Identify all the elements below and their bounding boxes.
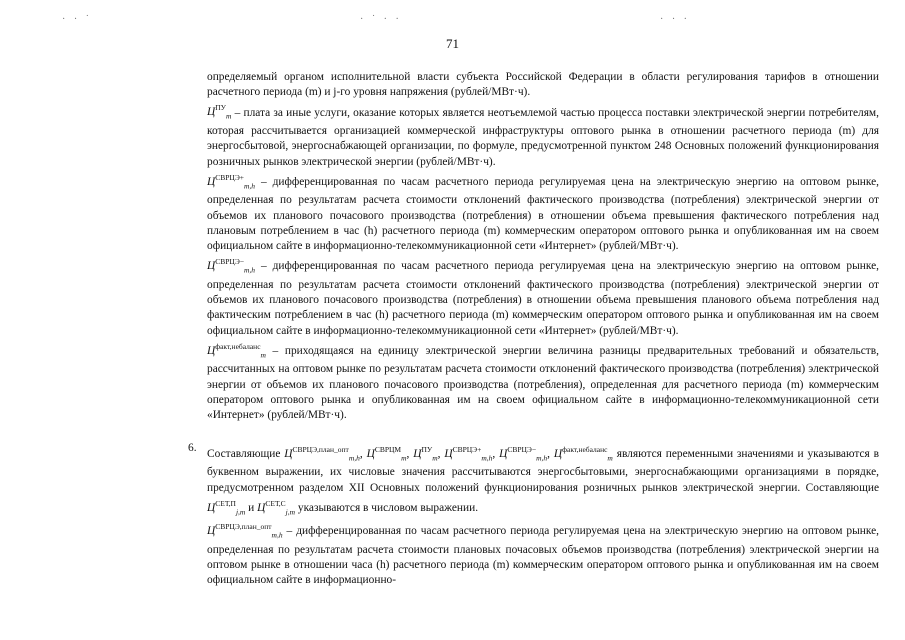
symbol-c-fact-nebalans: $Ц^{факт,небаланс}_m$ bbox=[207, 341, 266, 360]
definitions-block bbox=[207, 70, 879, 424]
scan-artifact-left: · · ˙ bbox=[62, 14, 92, 25]
symbol-c-svrce-plan-opt-def: $Ц^{СВРЦЭ,план\_опт}_{m,h}$ bbox=[207, 522, 283, 540]
scan-artifact-center: · ˙ · · bbox=[360, 14, 402, 25]
paragraph-def-svrce-plan-opt: $Ц^{СВРЦЭ,план\_опт}_{m,h}$ – дифференцированная по часам расчетного периода регулируемая цена на электрическую энергию на оптовом рынке, определенная по результатам расчета стоимости плановых почасовых объемов производства (потребления) электрической энергии на оптовом рынке в отношении часа (h) расчетного периода (m) коммерческим оператором оптового рынка и опубликованная им на своем официальном сайте в информационно- bbox=[207, 522, 879, 587]
paragraph-def-fact-nebalans: $Ц^{факт,небаланс}_m$ – приходящаяся на единицу электрической энергии величина разницы предварительных требований и обязательств, рассчитанных на оптовом рынке по результатам расчета стоимости отклонений фактического производства (потребления) электрической энергии от объемов их планового почасового производства (потребления), определенная для расчетного периода (m) коммерческим оператором оптового рынка и опубликованная им на своем официальном сайте в информационно-телекоммуникационной сети «Интернет» (рублей/МВт·ч). bbox=[207, 341, 879, 422]
paragraph-continuation: определяемый органом исполнительной власти субъекта Российской Федерации в области регулирования тарифов в отношении расчетного периода (m) и j-го уровня напряжения (рублей/МВт·ч). bbox=[207, 71, 879, 99]
item-number: 6. bbox=[188, 442, 197, 454]
symbol-c-svrce-plus: $Ц^{СВРЦЭ+}_{m,h}$ bbox=[207, 172, 256, 190]
symbol-c-svrce-plan-opt: $Ц^{СВРЦЭ,план\_опт}_{m,h}$ bbox=[284, 445, 360, 463]
item-6-block bbox=[207, 442, 879, 589]
paragraph-item-6: Составляющие $Ц^{СВРЦЭ,план\_опт}_{m,h}$, $Ц^{СВРЦМ}_m$, $Ц^{ПУ}_m$, $Ц^{СВРЦЭ+}_{m,h}$, $Ц^{СВРЦЭ-}_{m,h}$, $Ц^{факт,небаланс}_m$ являются переменными значениями и указываются в буквенном выражении, их числовые значения рассчитываются энергосбытовыми, энергоснабжающими организациями в порядке, предусмотренном разделом XII Основных положений функционирования розничных рынков электрической энергии. Составляющие $Ц^{СЕТ,П}_{j,m}$ и $Ц^{СЕТ,С}_{j,m}$ указываются в числовом выражении. bbox=[207, 445, 880, 517]
paragraph-def-svrce-minus: $Ц^{СВРЦЭ-}_{m,h}$ – дифференцированная по часам расчетного периода регулируемая цена на электрическую энергию на оптовом рынке, определенная по результатам расчета стоимости отклонений фактического производства (потребления) электрической энергии от объемов их планового почасового производства (потребления) в отношении объема превышения планового объема потребления над фактическим потреблением в час (h) расчетного периода (m) коммерческим оператором оптового рынка и опубликованная им на своем официальном сайте в информационно-телекоммуникационной сети «Интернет» (рублей/МВт·ч). bbox=[207, 257, 879, 337]
symbol-c-svrcm: $Ц^{СВРЦМ}_m$ bbox=[366, 445, 407, 463]
paragraph-def-pu: $Ц^{ПУ}_m$ – плата за иные услуги, оказание которых является неотъемлемой частью процесса поставки электрической энергии потребителям, которая рассчитывается организацией коммерческой инфраструктуры оптового рынка в отношении расчетного периода (m) для энергосбытовой, энергоснабжающей организации, по формуле, предусмотренной пунктом 248 Основных положений функционирования розничных рынков электрической энергии (рублей/МВт·ч). bbox=[207, 103, 879, 168]
scan-artifact-right: · · · bbox=[660, 14, 690, 25]
symbol-c-pu: $Ц^{ПУ}_m$ bbox=[207, 103, 232, 121]
paragraph-def-svrce-plus: $Ц^{СВРЦЭ+}_{m,h}$ – дифференцированная по часам расчетного периода регулируемая цена на электрическую энергию на оптовом рынке, определенная по результатам расчета стоимости отклонений фактического производства (потребления) электрической энергии от объемов их планового почасового производства (потребления) в отношении объема превышения фактического потребления над плановым потреблением в час (h) расчетного периода (m) коммерческим оператором оптового рынка и опубликованная им на своем официальном сайте в информационно-телекоммуникационной сети «Интернет» (рублей/МВт·ч). bbox=[207, 172, 879, 253]
symbol-c-pu-2: $Ц^{ПУ}_m$ bbox=[413, 445, 438, 463]
symbol-c-fact-nebalans-2: $Ц^{факт,небаланс}_m$ bbox=[553, 445, 613, 463]
symbol-c-svrce-minus-2: $Ц^{СВРЦЭ-}_{m,h}$ bbox=[499, 445, 548, 463]
symbol-c-svrce-minus: $Ц^{СВРЦЭ-}_{m,h}$ bbox=[207, 257, 256, 275]
symbol-c-set-p: $Ц^{СЕТ,П}_{j,m}$ bbox=[207, 498, 246, 517]
symbol-c-svrce-plus-2: $Ц^{СВРЦЭ+}_{m,h}$ bbox=[444, 445, 493, 463]
symbol-c-set-c: $Ц^{СЕТ,С}_{j,m}$ bbox=[257, 498, 296, 517]
page-number: 71 bbox=[446, 36, 459, 51]
